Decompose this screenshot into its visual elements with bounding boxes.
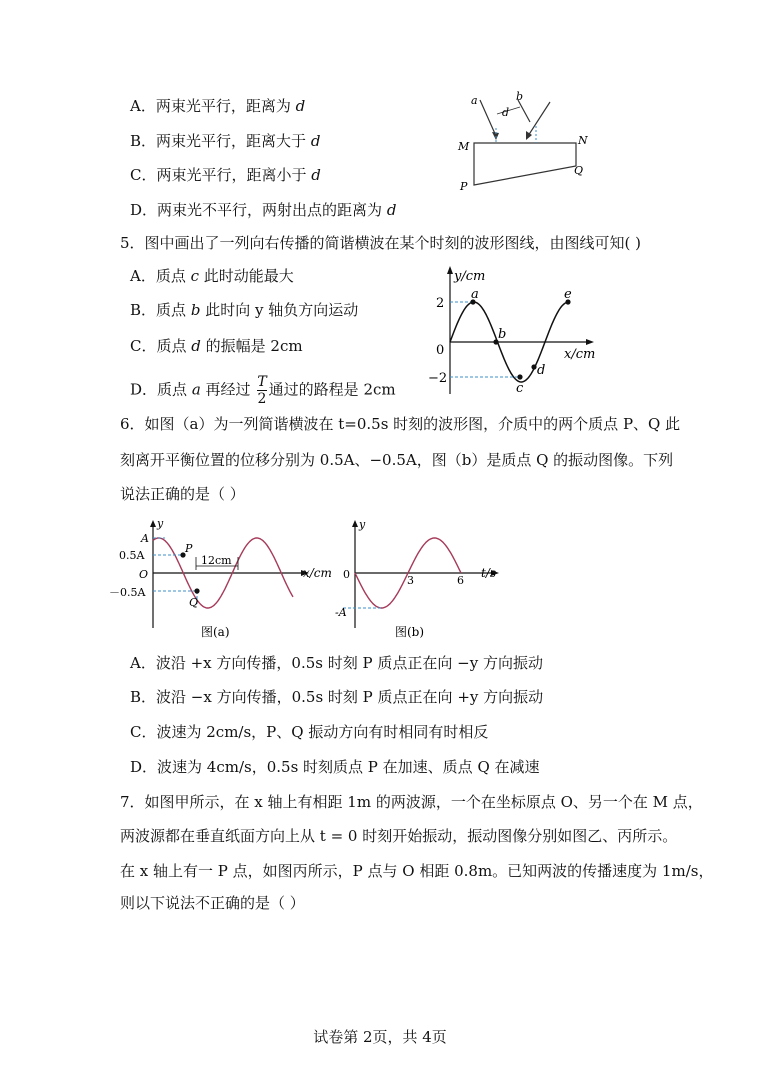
point-c <box>517 374 522 379</box>
svg-text:b: b <box>498 327 507 342</box>
q6-option-b: B．波沿 −x 方向传播，0.5s 时刻 P 质点正在向 +y 方向振动 <box>130 688 544 706</box>
q6-option-a: A．波沿 +x 方向传播，0.5s 时刻 P 质点正在向 −y 方向振动 <box>130 654 543 672</box>
q5-option-a: A．质点 c 此时动能最大 <box>130 267 294 285</box>
svg-text:0.5A: 0.5A <box>119 549 145 562</box>
q5-option-b: B．质点 b 此时向 y 轴负方向运动 <box>130 301 359 319</box>
svg-text:a: a <box>471 287 479 302</box>
svg-text:P: P <box>185 542 193 555</box>
svg-text:－0.5A: －0.5A <box>109 586 146 599</box>
svg-text:O: O <box>139 568 149 581</box>
y-axis-label: y/cm <box>454 269 486 284</box>
svg-text:Q: Q <box>189 596 199 609</box>
q4-option-c: C．两束光平行，距离小于 d <box>130 166 321 184</box>
q6-figure-b <box>335 518 510 643</box>
q4-prism-figure <box>450 88 600 198</box>
q7-line-1: 7．如图甲所示，在 x 轴上有相距 1m 的两波源，一个在坐标原点 O、另一个在 M 点， <box>120 793 703 811</box>
label-P: P <box>460 180 468 193</box>
svg-text:x/cm: x/cm <box>303 566 332 580</box>
q5-option-d: D．质点 a 再经过 $\frac{T}{2}$ 通过的路程是 2cm <box>130 374 396 407</box>
q6-stem-3: 说法正确的是（ ） <box>120 485 245 503</box>
q6-stem-1: 6．如图（a）为一列简谐横波在 t=0.5s 时刻的波形图，介质中的两个质点 P、Q 此 <box>120 415 681 433</box>
svg-text:y: y <box>359 518 366 531</box>
svg-text:e: e <box>564 287 572 302</box>
q6-stem-2: 刻离开平衡位置的位移分别为 0.5A、−0.5A，图（b）是质点 Q 的振动图像。下列 <box>120 451 674 469</box>
svg-text:A: A <box>141 532 149 545</box>
q4-option-a: A．两束光平行，距离为 d <box>130 97 306 115</box>
label-b: b <box>516 90 524 103</box>
q6-option-d: D．波速为 4cm/s，0.5s 时刻质点 P 在加速、质点 Q 在减速 <box>130 758 540 776</box>
svg-text:0: 0 <box>436 343 445 358</box>
svg-text:3: 3 <box>407 574 414 587</box>
q6-option-c: C．波速为 2cm/s，P、Q 振动方向有时相同有时相反 <box>130 723 489 741</box>
svg-text:0: 0 <box>343 568 350 581</box>
page-footer: 试卷第 2页，共 4页 <box>313 1028 447 1046</box>
svg-text:2: 2 <box>436 296 445 311</box>
point-d <box>531 364 536 369</box>
svg-text:-A: -A <box>335 606 347 619</box>
q4-option-d: D．两束光不平行，两射出点的距离为 d <box>130 201 397 219</box>
q7-line-3: 在 x 轴上有一 P 点，如图丙所示，P 点与 O 相距 0.8m。已知两波的传播速度为 1m/s， <box>120 862 714 880</box>
svg-text:y: y <box>157 518 164 530</box>
q7-line-2: 两波源都在垂直纸面方向上从 t = 0 时刻开始振动，振动图像分别如图乙、丙所示。 <box>120 827 678 845</box>
svg-text:t/s: t/s <box>481 566 497 580</box>
label-N: N <box>578 134 588 147</box>
q6-figure-a <box>105 518 335 643</box>
svg-text:−2: −2 <box>428 371 448 386</box>
point-Q <box>194 588 199 593</box>
svg-text:12cm: 12cm <box>201 554 232 567</box>
x-axis-label: x/cm <box>564 347 596 362</box>
q4-option-b: B．两束光平行，距离大于 d <box>130 132 321 150</box>
caption-a: 图(a) <box>201 625 230 639</box>
svg-text:d: d <box>537 363 546 378</box>
q5-stem: 5．图中画出了一列向右传播的简谐横波在某个时刻的波形图线，由图线可知( ) <box>120 234 642 252</box>
q7-line-4: 则以下说法不正确的是（ ） <box>120 894 305 912</box>
svg-text:6: 6 <box>457 574 464 587</box>
label-Q: Q <box>574 164 584 177</box>
q5-wave-graph <box>420 262 600 402</box>
svg-text:c: c <box>516 381 524 396</box>
label-a: a <box>471 94 478 107</box>
label-d: d <box>502 106 510 119</box>
caption-b: 图(b) <box>395 625 425 639</box>
label-M: M <box>458 140 470 153</box>
q5-option-c: C．质点 d 的振幅是 2cm <box>130 337 303 355</box>
